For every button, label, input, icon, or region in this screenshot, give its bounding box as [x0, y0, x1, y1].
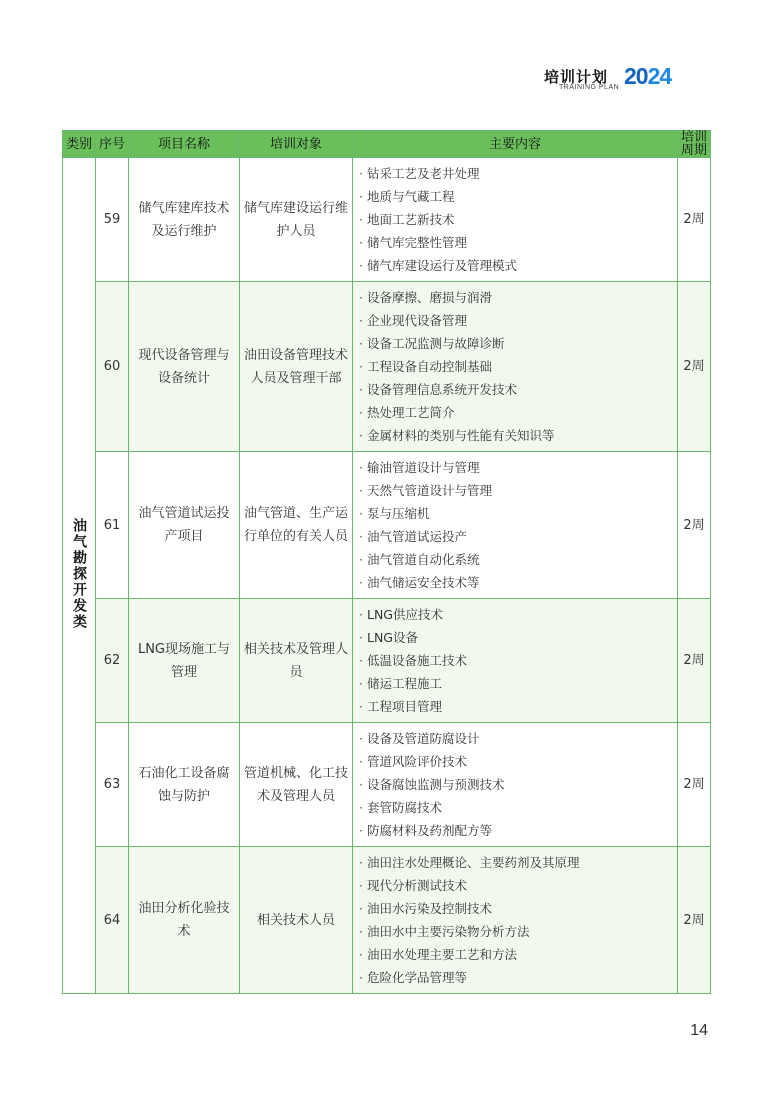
content-item: · 低温设备施工技术: [359, 649, 677, 672]
content-item: · 设备工况监测与故障诊断: [359, 332, 677, 355]
content-item: · 防腐材料及药剂配方等: [359, 819, 677, 842]
logo-title-cn: 培训计划: [544, 68, 609, 86]
training-period: 2周: [678, 847, 711, 994]
content-item: · 工程设备自动控制基础: [359, 355, 677, 378]
main-content: [353, 847, 678, 994]
content-item: · 油田水污染及控制技术: [359, 897, 677, 920]
training-target: 油气管道、生产运行单位的有关人员: [240, 452, 353, 599]
table-row: [63, 158, 711, 282]
content-item: · 现代分析测试技术: [359, 874, 677, 897]
training-target: 管道机械、化工技术及管理人员: [240, 723, 353, 847]
content-item: · LNG设备: [359, 626, 677, 649]
content-item: · 设备管理信息系统开发技术: [359, 378, 677, 401]
project-name: 油气管道试运投产项目: [129, 452, 240, 599]
content-item: · 钻采工艺及老井处理: [359, 162, 677, 185]
content-item: · 输油管道设计与管理: [359, 456, 677, 479]
row-number: 61: [96, 452, 129, 599]
content-item: · 储气库完整性管理: [359, 231, 677, 254]
content-item: · 天然气管道设计与管理: [359, 479, 677, 502]
header-project-name: 项目名称: [129, 131, 240, 158]
training-target: 储气库建设运行维护人员: [240, 158, 353, 282]
table-row: [63, 723, 711, 847]
content-item: · 油田水处理主要工艺和方法: [359, 943, 677, 966]
content-item: · 油气管道试运投产: [359, 525, 677, 548]
content-item: · 油田水中主要污染物分析方法: [359, 920, 677, 943]
header-content: 主要内容: [353, 131, 678, 158]
content-item: · 地质与气藏工程: [359, 185, 677, 208]
row-number: 59: [96, 158, 129, 282]
table-row: [63, 452, 711, 599]
table-row: [63, 282, 711, 452]
row-number: 64: [96, 847, 129, 994]
content-item: · 套管防腐技术: [359, 796, 677, 819]
content-item: · LNG供应技术: [359, 603, 677, 626]
row-number: 63: [96, 723, 129, 847]
row-number: 60: [96, 282, 129, 452]
content-item: · 储运工程施工: [359, 672, 677, 695]
header-target: 培训对象: [240, 131, 353, 158]
project-name: 储气库建库技术及运行维护: [129, 158, 240, 282]
main-content: [353, 452, 678, 599]
main-content: [353, 723, 678, 847]
training-plan-table: [62, 130, 711, 994]
content-item: · 油气储运安全技术等: [359, 571, 677, 594]
content-item: · 危险化学品管理等: [359, 966, 677, 989]
training-target: 相关技术人员: [240, 847, 353, 994]
content-item: · 储气库建设运行及管理模式: [359, 254, 677, 277]
logo-title-en: TRAINING PLAN: [559, 84, 620, 91]
content-item: · 管道风险评价技术: [359, 750, 677, 773]
content-item: · 热处理工艺简介: [359, 401, 677, 424]
content-item: · 地面工艺新技术: [359, 208, 677, 231]
table-row: [63, 599, 711, 723]
table-row: [63, 847, 711, 994]
table-header-row: [63, 131, 711, 158]
content-item: · 泵与压缩机: [359, 502, 677, 525]
training-target: 相关技术及管理人员: [240, 599, 353, 723]
content-item: · 设备及管道防腐设计: [359, 727, 677, 750]
content-item: · 企业现代设备管理: [359, 309, 677, 332]
category-label: 油气勘探开发类: [71, 517, 87, 630]
main-content: [353, 158, 678, 282]
training-period: 2周: [678, 282, 711, 452]
project-name: 现代设备管理与设备统计: [129, 282, 240, 452]
training-period: 2周: [678, 599, 711, 723]
content-item: · 金属材料的类别与性能有关知识等: [359, 424, 677, 447]
project-name: 石油化工设备腐蚀与防护: [129, 723, 240, 847]
logo-year: [624, 63, 671, 90]
training-period: 2周: [678, 452, 711, 599]
content-item: · 设备摩擦、磨损与润滑: [359, 286, 677, 309]
content-item: · 设备腐蚀监测与预测技术: [359, 773, 677, 796]
category-cell: [63, 158, 96, 994]
training-plan-logo: [544, 62, 714, 98]
content-item: · 油气管道自动化系统: [359, 548, 677, 571]
row-number: 62: [96, 599, 129, 723]
main-content: [353, 599, 678, 723]
header-period: 培训周期: [678, 131, 711, 158]
project-name: 油田分析化验技术: [129, 847, 240, 994]
content-item: · 油田注水处理概论、主要药剂及其原理: [359, 851, 677, 874]
project-name: LNG现场施工与管理: [129, 599, 240, 723]
training-target: 油田设备管理技术人员及管理干部: [240, 282, 353, 452]
header-number: 序号: [96, 131, 129, 158]
header-category: 类别: [63, 131, 96, 158]
training-period: 2周: [678, 723, 711, 847]
training-period: 2周: [678, 158, 711, 282]
logo-year-part2: 24: [647, 63, 672, 89]
content-item: · 工程项目管理: [359, 695, 677, 718]
logo-year-part1: 20: [624, 63, 648, 89]
page-number: 14: [690, 1022, 708, 1039]
main-content: [353, 282, 678, 452]
